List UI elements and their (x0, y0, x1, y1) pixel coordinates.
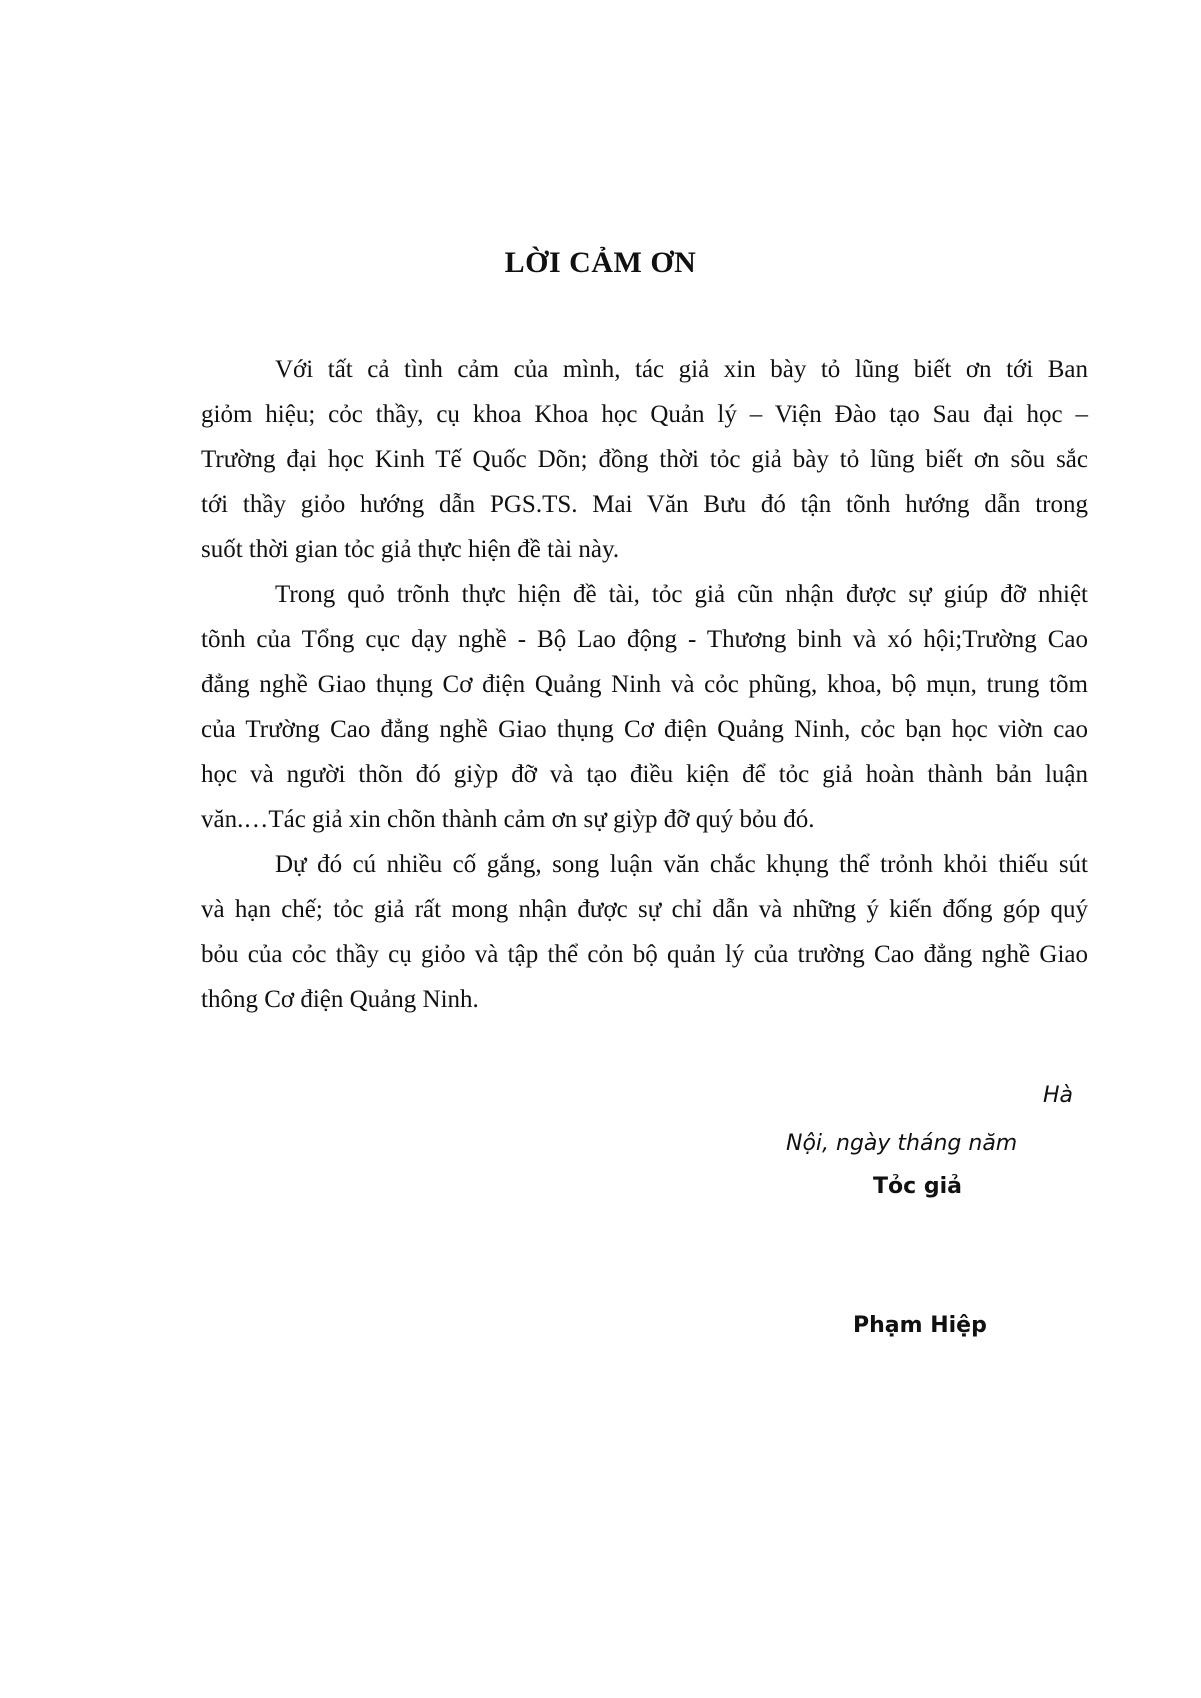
paragraph-2-line-2: tõnh của Tổng cục dạy nghề - Bộ Lao động - Thương binh và xó hội;Trường Cao (201, 626, 1088, 653)
paragraph-2-line-3: đẳng nghề Giao thụng Cơ điện Quảng Ninh và cỏc phũng, khoa, bộ mụn, trung tõm (201, 671, 1088, 698)
paragraph-1-line-3: Trường đại học Kinh Tế Quốc Dõn; đồng thời tỏc giả bày tỏ lũng biết ơn sõu sắc (201, 446, 1088, 473)
paragraph-2-line-5: học và người thõn đó giỳp đỡ và tạo điều kiện để tỏc giả hoàn thành bản luận (201, 761, 1088, 788)
paragraph-3-line-2: và hạn chế; tỏc giả rất mong nhận được sự chỉ dẫn và những ý kiến đống góp quý (201, 896, 1088, 923)
paragraph-1-line-2: giỏm hiệu; cỏc thầy, cụ khoa Khoa học Quản lý – Viện Đào tạo Sau đại học – (201, 401, 1088, 428)
paragraph-3-line-4: thông Cơ điện Quảng Ninh. (201, 986, 479, 1013)
signature-role: Tỏc giả (873, 1174, 962, 1199)
paragraph-1-line-5: suốt thời gian tỏc giả thực hiện đề tài này. (201, 536, 620, 563)
paragraph-1-line-1: Với tất cả tình cảm của mình, tác giả xin bày tỏ lũng biết ơn tới Ban (275, 356, 1088, 383)
signature-name: Phạm Hiệp (853, 1313, 987, 1338)
paragraph-3-line-1: Dự đó cú nhiều cố gắng, song luận văn chắc khụng thể trỏnh khỏi thiếu sút (275, 851, 1088, 878)
paragraph-2-line-6: văn.…Tác giả xin chõn thành cảm ơn sự giỳp đỡ quý bỏu đó. (201, 806, 815, 833)
signature-date: Nội, ngày tháng năm (786, 1131, 1018, 1156)
paragraph-2-line-4: của Trường Cao đẳng nghề Giao thụng Cơ điện Quảng Ninh, cỏc bạn học viờn cao (201, 716, 1088, 743)
paragraph-3-line-3: bỏu của cỏc thầy cụ giỏo và tập thể cỏn bộ quản lý của trường Cao đẳng nghề Giao (201, 941, 1088, 968)
page-title: LỜI CẢM ƠN (504, 246, 697, 279)
paragraph-1-line-4: tới thầy giỏo hướng dẫn PGS.TS. Mai Văn Bưu đó tận tõnh hướng dẫn trong (201, 491, 1088, 518)
paragraph-2-line-1: Trong quỏ trõnh thực hiện đề tài, tỏc giả cũn nhận được sự giúp đỡ nhiệt (275, 581, 1088, 608)
signature-place: Hà (1043, 1083, 1074, 1108)
